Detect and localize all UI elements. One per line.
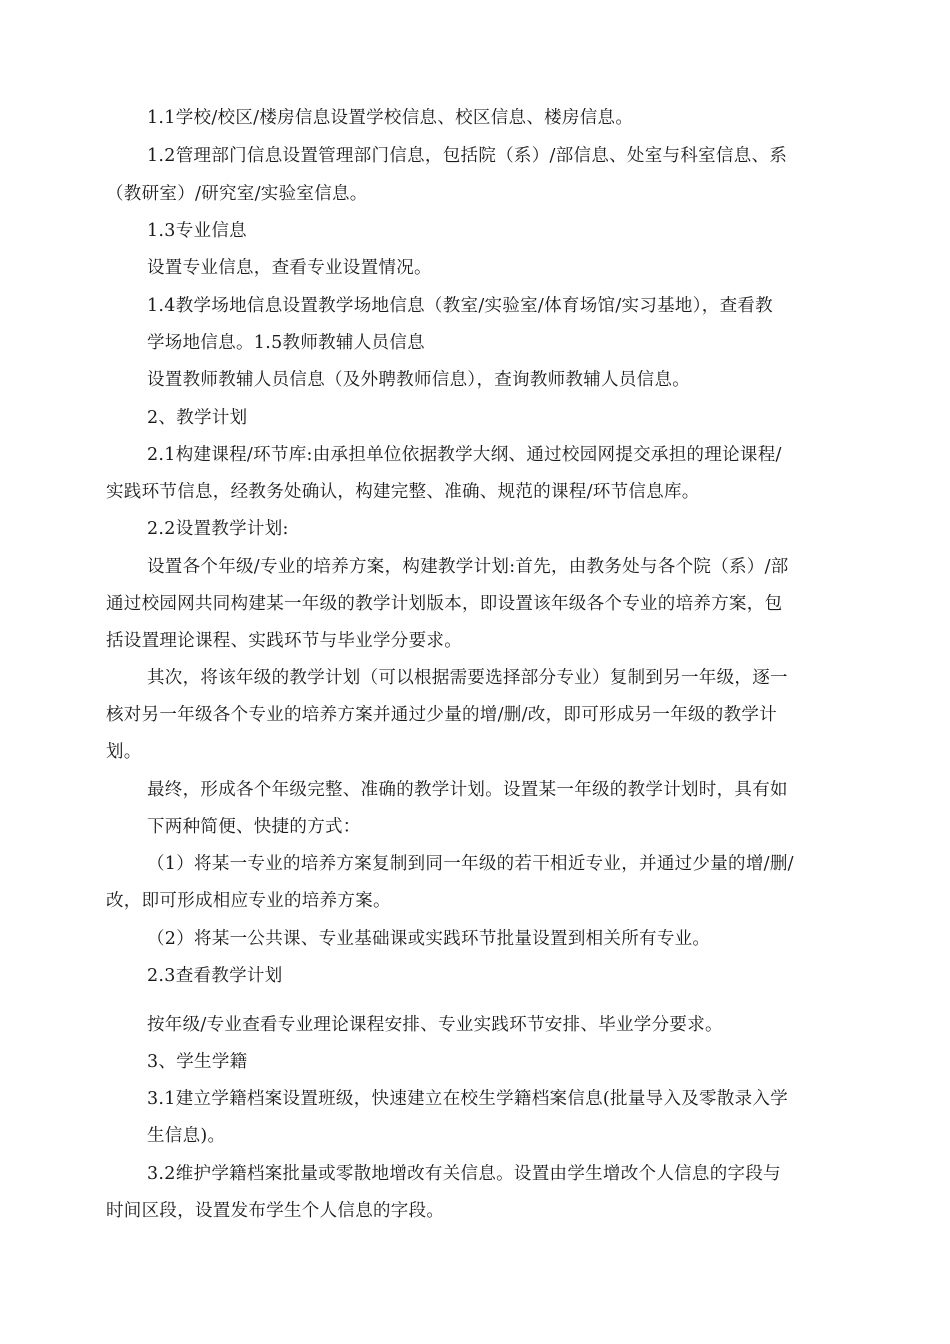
- text-line-2-2: 2.2设置教学计划:: [147, 519, 289, 539]
- text-line-2-2-item2: （2）将某一公共课、专业基础课或实践环节批量设置到相关所有专业。: [147, 929, 711, 949]
- text-line-1-5-body: 设置教师教辅人员信息（及外聘教师信息），查询教师教辅人员信息。: [147, 370, 691, 390]
- text-line-2-2-p2-cont: 核对另一年级各个专业的培养方案并通过少量的增/删/改，即可形成另一年级的教学计: [106, 705, 777, 725]
- text-line-3-1: 3.1建立学籍档案设置班级，快速建立在校生学籍档案信息(批量导入及零散录入学: [147, 1089, 789, 1109]
- text-line-2-3: 2.3查看教学计划: [147, 966, 283, 986]
- text-line-3-1-cont: 生信息)。: [147, 1126, 226, 1146]
- text-line-2-2-p3: 最终，形成各个年级完整、准确的教学计划。设置某一年级的教学计划时，具有如: [147, 780, 788, 800]
- text-line-2-2-p2: 其次，将该年级的教学计划（可以根据需要选择部分专业）复制到另一年级，逐一: [147, 668, 788, 688]
- text-line-2-2-p1: 设置各个年级/专业的培养方案，构建教学计划:首先，由教务处与各个院（系）/部: [147, 557, 789, 577]
- text-line-2-2-item1: （1）将某一专业的培养方案复制到同一年级的若干相近专业，并通过少量的增/删/: [147, 854, 794, 874]
- text-line-1-3: 1.3专业信息: [147, 221, 247, 241]
- text-line-3-2: 3.2维护学籍档案批量或零散地增改有关信息。设置由学生增改个人信息的字段与: [147, 1164, 781, 1184]
- text-line-3-2-cont: 时间区段，设置发布学生个人信息的字段。: [106, 1201, 445, 1221]
- text-line-1-3-body: 设置专业信息，查看专业设置情况。: [147, 258, 432, 278]
- text-line-1-2-cont: （教研室）/研究室/实验室信息。: [106, 184, 368, 204]
- text-line-2-3-body: 按年级/专业查看专业理论课程安排、专业实践环节安排、毕业学分要求。: [147, 1015, 723, 1035]
- text-line-1-4-cont: 学场地信息。1.5教师教辅人员信息: [147, 333, 425, 353]
- text-line-1-2: 1.2管理部门信息设置管理部门信息，包括院（系）/部信息、处室与科室信息、系: [147, 146, 788, 166]
- text-line-2-1: 2.1构建课程/环节库:由承担单位依据教学大纲、通过校园网提交承担的理论课程/: [147, 445, 782, 465]
- section-heading-2: 2、教学计划: [147, 408, 248, 428]
- section-heading-3: 3、学生学籍: [147, 1052, 248, 1072]
- text-line-2-2-p3-cont: 下两种简便、快捷的方式：: [147, 817, 361, 837]
- text-line-1-4: 1.4教学场地信息设置教学场地信息（教室/实验室/体育场馆/实习基地），查看教: [147, 296, 773, 316]
- text-line-1-1: 1.1学校/校区/楼房信息设置学校信息、校区信息、楼房信息。: [147, 108, 634, 128]
- text-line-2-2-p2-cont2: 划。: [106, 742, 142, 762]
- text-line-2-2-p1-cont2: 括设置理论课程、实践环节与毕业学分要求。: [106, 631, 462, 651]
- text-line-2-2-p1-cont: 通过校园网共同构建某一年级的教学计划版本，即设置该年级各个专业的培养方案，包: [106, 594, 783, 614]
- text-line-2-2-item1-cont: 改，即可形成相应专业的培养方案。: [106, 891, 391, 911]
- text-line-2-1-cont: 实践环节信息，经教务处确认，构建完整、准确、规范的课程/环节信息库。: [106, 482, 700, 502]
